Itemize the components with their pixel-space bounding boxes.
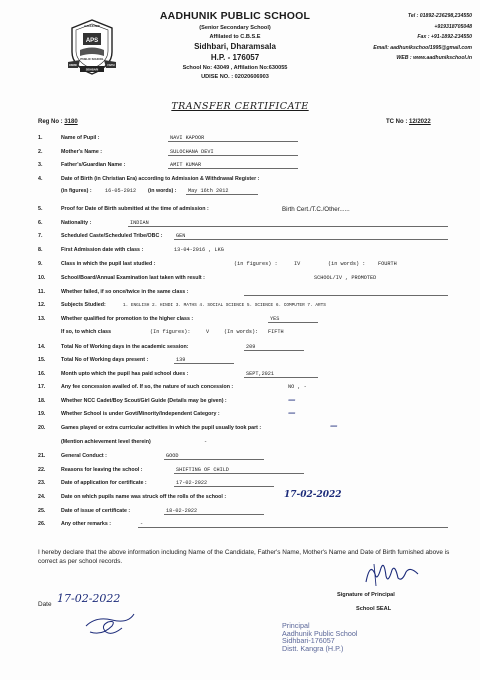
reg-no-value: 3180	[64, 119, 78, 125]
field-number: 8.	[38, 247, 43, 253]
field-label: Father's/Guardian Name :	[61, 162, 126, 168]
school-name: AADHUNIK PUBLIC SCHOOL	[159, 10, 311, 22]
stamp-line-1: Principal	[282, 621, 310, 630]
contact-fax: Fax : +91-1892-234550	[417, 34, 472, 40]
field-number: 15.	[38, 357, 46, 363]
promotion-class-label: If so, to which class	[61, 329, 112, 335]
dob-words-value: May 16th 2012	[186, 188, 258, 195]
field-number: 11.	[38, 289, 46, 295]
field-number: 6.	[38, 220, 43, 226]
school-address: Sidhbari, Dharamsala	[194, 42, 276, 51]
field-number: 20.	[38, 425, 46, 431]
field-label: Games played or extra curricular activities in which the pupil usually took part :	[61, 425, 262, 431]
field-label: Whether NCC Cadet/Boy Scout/Girl Guide (Details may be given) :	[61, 398, 227, 404]
remarks-value: -	[138, 521, 448, 528]
dob-figures-value: 16-05-2012	[105, 188, 137, 194]
field-number: 4.	[38, 176, 43, 182]
mother-name-value: SULOCHANA DEVI	[168, 149, 298, 156]
date-label: Date	[38, 601, 52, 608]
logo-text-1: AADHUNIK	[84, 24, 100, 28]
field-label: Subjects Studied:	[61, 302, 106, 308]
field-number: 12.	[38, 302, 46, 308]
school-number: School No: 43049 , Affilation No:630055	[182, 65, 288, 71]
school-state-pin: H.P. - 176057	[210, 53, 260, 62]
school-affiliation: Affilated to C.B.S.E	[209, 34, 261, 40]
field-label: Total No of Working days present :	[61, 357, 149, 363]
school-header	[150, 10, 320, 80]
class-words-value: FOURTH	[378, 261, 397, 267]
conduct-value: GOOD	[164, 453, 264, 460]
class-figures-value: IV	[294, 261, 301, 267]
field-label: Date of Birth (in Christian Era) according to Admission & Withdrawal Register :	[61, 176, 260, 182]
field-label: Whether School is under Govt/Minority/Independent Category :	[61, 411, 220, 417]
leaving-reason-value: SHIFTING OF CHILD	[174, 467, 304, 474]
field-number: 22.	[38, 467, 46, 473]
school-logo-icon	[66, 18, 118, 78]
field-label: Reasons for leaving the school :	[61, 467, 143, 473]
certificate-title: TRANSFER CERTIFICATE	[171, 101, 309, 112]
subjects-value: 1. ENGLISH 2. HINDI 3. MATHS 4. SOCIAL SCIENCE 5. SCIENCE 6. COMPUTER 7. ARTS	[123, 302, 326, 308]
promotion-words-value: FIFTH	[268, 329, 284, 335]
dob-figures-label: (in figures) :	[61, 188, 92, 194]
field-number: 23.	[38, 480, 46, 486]
ncc-value: —	[288, 395, 296, 404]
field-label: Any other remarks :	[61, 521, 112, 527]
school-udise: UDISE NO. : 02020606903	[201, 74, 269, 80]
initials-signature-icon	[82, 608, 138, 638]
failed-value	[244, 289, 448, 296]
achievement-value: -	[204, 439, 208, 445]
field-label: Date of application for certificate :	[61, 480, 147, 486]
first-admission-value: 13-04-2016 , LKG	[174, 247, 224, 253]
stamp-line-2: Aadhunik Public School	[282, 628, 358, 638]
school-category-value: —	[288, 408, 296, 417]
field-label: Month upto which the pupil has paid school dues :	[61, 371, 189, 377]
promotion-words-label: (In words):	[224, 329, 259, 335]
dues-paid-value: SEPT,2021	[244, 371, 318, 378]
tc-no-label: TC No :	[386, 119, 408, 125]
application-date-value: 17-02-2022	[174, 480, 274, 487]
field-number: 5.	[38, 206, 43, 212]
field-number: 25.	[38, 508, 46, 514]
field-label: Scheduled Caste/Scheduled Tribe/OBC :	[61, 233, 163, 239]
field-number: 3.	[38, 162, 43, 168]
working-days-value: 209	[244, 344, 304, 351]
days-present-value: 139	[174, 357, 234, 364]
logo-text-2: PUBLIC SCHOOL	[80, 57, 104, 61]
principal-signature-icon	[362, 556, 422, 588]
category-value: GEN	[174, 233, 448, 240]
field-label: School/Board/Annual Examination last taken with result :	[61, 275, 205, 281]
promotion-figures-label: (In figures):	[150, 329, 191, 335]
field-number: 17.	[38, 384, 46, 390]
field-label: Proof for Date of Birth submitted at the time of admission :	[61, 206, 209, 212]
stamp-line-3: Sidhbari-176057	[282, 636, 335, 646]
nationality-value: INDIAN	[128, 220, 448, 227]
struck-off-date-value: 17-02-2022	[284, 490, 342, 500]
last-exam-value: SCHOOL/IV , PROMOTED	[314, 275, 377, 281]
field-number: 24.	[38, 494, 46, 500]
svg-text:APS: APS	[85, 38, 99, 44]
stamp-line-4: Distt. Kangra (H.P.)	[282, 643, 344, 653]
signature-label: Signature of Principal	[337, 592, 395, 598]
class-figures-label: (in figures) :	[234, 261, 278, 267]
achievement-label: (Mention achievement level therein)	[61, 439, 151, 445]
field-number: 14.	[38, 344, 46, 350]
field-number: 7.	[38, 233, 43, 239]
reg-no	[38, 119, 78, 125]
fee-concession-value: NO , -	[288, 384, 307, 390]
field-number: 9.	[38, 261, 43, 267]
contact-web: WEB : www.aadhunikschool.in	[396, 55, 472, 61]
field-label: Date of issue of certificate :	[61, 508, 131, 514]
field-label: Name of Pupil :	[61, 135, 100, 141]
field-number: 13.	[38, 316, 46, 322]
field-label: General Conduct :	[61, 453, 107, 459]
field-number: 16.	[38, 371, 46, 377]
field-label: Mother's Name :	[61, 149, 102, 155]
field-number: 19.	[38, 411, 46, 417]
dob-proof-value: Birth Cert./T.C./Other......	[282, 206, 350, 213]
field-number: 1.	[38, 135, 43, 141]
logo-text-5: FAITH	[107, 64, 115, 67]
logo-text-3: SIDHBARI	[85, 68, 99, 72]
field-label: Class in which the pupil last studied :	[61, 261, 156, 267]
field-label: Nationality :	[61, 220, 92, 226]
contact-mobile: +919318705048	[434, 23, 472, 30]
seal-label: School SEAL	[356, 606, 392, 612]
field-label: Whether qualified for promotion to the higher class :	[61, 316, 194, 322]
field-number: 21.	[38, 453, 46, 459]
issue-date-value: 18-02-2022	[164, 508, 264, 515]
field-number: 2.	[38, 149, 43, 155]
date-handwritten: 17-02-2022	[57, 592, 121, 605]
class-words-label: (in words) :	[328, 261, 366, 267]
field-label: Date on which pupils name was struck off the rolls of the school :	[61, 494, 227, 500]
field-label: Any fee concession availed of. If so, the nature of such concession :	[61, 384, 234, 390]
contact-email: Email: aadhunikschool1995@gmail.com	[373, 44, 472, 51]
field-label: First Admission date with class :	[61, 247, 144, 253]
field-number: 10.	[38, 275, 46, 281]
dob-words-label: (in words) :	[148, 188, 177, 194]
contact-block	[373, 13, 472, 66]
contact-tel: Tel : 01892-236298,234550	[407, 13, 472, 19]
declaration-text: I hereby declare that the above information including Name of the Candidate, Father's Name, Mother's Name and Date of Birth furnished above is correct as per school records.	[38, 549, 450, 565]
father-name-value: AMIT KUMAR	[168, 162, 298, 169]
field-label: Whether failed, if so once/twice in the same class :	[61, 289, 189, 295]
field-label: Total No of Working days in the academic session:	[61, 344, 189, 350]
tc-no-value: 12/2022	[409, 119, 431, 125]
pupil-name-value: NAVI KAPOOR	[168, 135, 298, 142]
reg-no-label: Reg No :	[38, 119, 63, 125]
tc-no	[386, 119, 431, 125]
logo-text-4: KNOW	[69, 64, 77, 67]
field-number: 18.	[38, 398, 46, 404]
field-number: 26.	[38, 521, 46, 527]
school-level: (Senior Secondary School)	[199, 25, 271, 31]
promotion-figures-value: V	[206, 329, 210, 335]
games-value: —	[330, 421, 338, 430]
promotion-value: YES	[268, 316, 318, 323]
school-stamp	[282, 622, 358, 652]
